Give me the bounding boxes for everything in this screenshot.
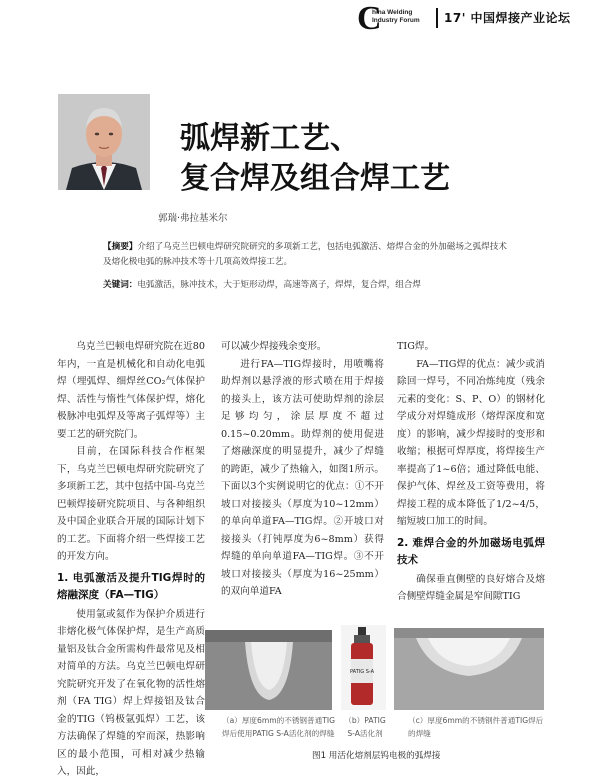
issue-title: 17' 中国焊接产业论坛 [444,11,571,25]
keywords [103,278,523,292]
forum-logo-letter: C [357,0,382,37]
figure-caption-b: （b）PATIG S-A活化剂 [344,716,386,738]
paragraph: 使用氩或氦作为保护介质进行非熔化极气体保护焊，是生产高质量铝及钛合金所需构件最常见及相对简单的方法。乌克兰巴顿电焊研究院研究开发了在氧化物的活性熔剂（FA TIG）焊上焊接铝及钛合金的TIG（钨极氩弧焊）工艺，该方法确保了焊缝的窄而深，热影响区的最小范围，可相对减少热输入，因此， [57,608,205,777]
weld-photo-a [205,630,332,710]
paragraph: 乌克兰巴顿电焊研究院在近80年内，一直是机械化和自动化电弧焊（埋弧焊、细焊丝CO₂气体保护焊、活性与惰性气体保护焊，熔化极脉冲电弧焊及等离子弧焊等）主要工艺的研究院门。 [57,341,205,440]
header-divider [436,8,438,28]
author-portrait [58,94,150,190]
paragraph: FA—TIG焊的优点：减少或消除回一焊号，不同冶炼纯度（残余元素的变化：S、P、O）的钢材化学成分对焊缝成形（熔焊深度和宽度）的影响，减少焊接时的变形和收缩；根据可焊厚度，将焊接生产率提高了1~6倍；通过降低电能、保护气体、焊丝及工资等费用，将焊接工程的成本降低了1/2~4/5，缩短坡口加工的时间。 [397,358,545,527]
title-line-1: 弧焊新工艺、 [180,121,360,156]
paragraph: 进行FA—TIG焊接时，用喷嘴将助焊剂以悬浮液的形式喷在用于焊接的接头上，该方法可使助焊剂的涂层足够均匀，涂层厚度不超过0.15~0.20mm。助焊剂的使用促进了熔融深度的明显提升，减少了焊缝的跨距，减少了热输入，如图1所示。下面以3个实例说明它的优点：①不开坡口对接接头（厚度为10~12mm）的单向单道FA—TIG焊。②开坡口对接接头（打钝厚度为6~8mm）获得焊缝的单向单道FA—TIG焊。③不开坡口对接接头（厚度为16~25mm）的双向单道FA [221,358,384,597]
keywords-text: 电弧激活，脉冲技术，大于矩形动焊，高速等离子，焊焊，复合焊，组合焊 [137,280,421,290]
keywords-label: 关键词： [103,280,138,290]
text-column-1 [57,338,205,781]
abstract [103,240,513,270]
spray-can-icon [341,625,386,710]
author-name: 郭瑞·弗拉基米尔 [158,213,228,224]
paragraph: 目前，在国际科技合作框架下，乌克兰巴顿电焊研究院研究了多项新工艺，其中包括中国-乌克兰巴顿焊接研究院项目、与各种组织及中国企业联合开展的国际计划下的工艺。下面将介绍一些焊接工艺的开发方向。 [57,446,205,562]
text-column-3 [397,338,545,606]
abstract-text: 介绍了乌克兰巴顿电焊研究院研究的多项新工艺，包括电弧激活、熔焊合金的外加磁场之弧焊技术及熔化极电弧的脉冲技术等十几项高效焊接工艺。 [103,242,507,267]
weld-photo-c [394,628,544,710]
paragraph: TIG焊。 [397,341,435,352]
logo-line-1: hina Welding [372,9,413,16]
flux-spray-can [341,625,386,710]
paragraph: 确保垂直侧壁的良好熔合及熔合侧壁焊缝金属是窄间隙TIG [397,573,545,602]
can-label: PATIG S-A [349,669,375,675]
portrait-photo [58,94,150,190]
weld-cross-section-standard [394,628,544,710]
section-heading-2: 2. 难焊合金的外加磁场电弧焊技术 [397,536,545,566]
section-heading-1: 1. 电弧激活及提升TIG焊时的熔融深度（FA—TIG） [57,571,205,601]
figure-caption-c: （c）厚度6mm的不锈钢件普通TIG焊后的焊缝 [408,716,544,738]
paragraph: 可以减少焊接残余变形。 [221,341,327,352]
logo-line-2: Industry Forum [372,17,420,24]
forum-logo-text [372,9,420,25]
title-line-2: 复合焊及组合焊工艺 [180,161,450,196]
text-column-2 [221,338,384,601]
figure-caption-a: （a）厚度6mm的不锈钢普通TIG焊后使用PATIG S-A活化剂的焊缝 [222,716,335,738]
weld-cross-section-with-flux [205,630,332,710]
abstract-label: 【摘要】 [103,242,138,252]
article-title [180,119,450,199]
figure-title: 图1 用活化熔剂层钨电极的弧焊接 [312,751,441,761]
